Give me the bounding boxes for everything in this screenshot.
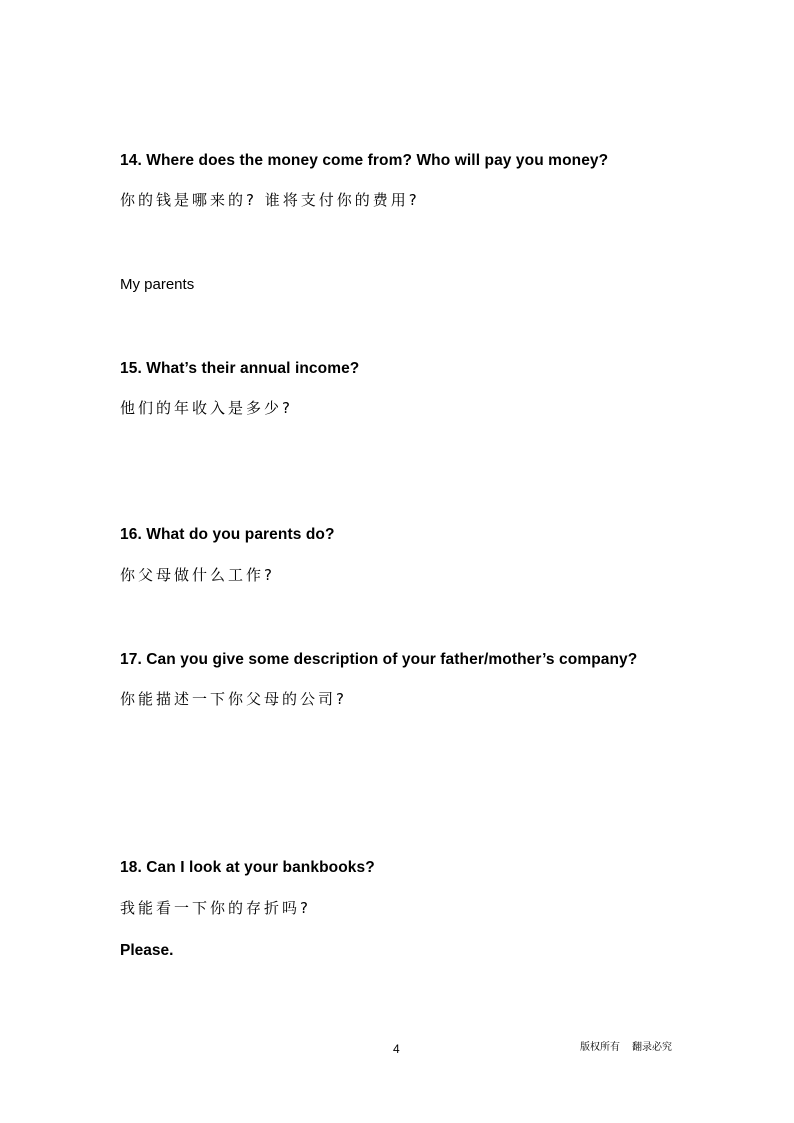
question-18-chinese: 我能看一下你的存折吗? <box>120 899 311 917</box>
question-15-heading: 15. What’s their annual income? <box>120 360 360 377</box>
question-14-answer: My parents <box>120 276 195 293</box>
question-17-chinese: 你能描述一下你父母的公司? <box>120 690 347 708</box>
page-number: 4 <box>393 1042 400 1056</box>
copyright-left: 版权所有 <box>580 1042 620 1053</box>
question-18-answer: Please. <box>120 942 174 959</box>
copyright-right: 翻录必究 <box>632 1042 672 1053</box>
question-18-heading: 18. Can I look at your bankbooks? <box>120 859 375 876</box>
question-16-chinese: 你父母做什么工作? <box>120 566 275 584</box>
question-14-chinese: 你的钱是哪来的? 谁将支付你的费用? <box>120 191 420 209</box>
question-15-chinese: 他们的年收入是多少? <box>120 399 293 417</box>
question-14-heading: 14. Where does the money come from? Who will pay you money? <box>120 152 609 169</box>
question-17-heading: 17. Can you give some description of your father/mother’s company? <box>120 651 638 668</box>
question-16-heading: 16. What do you parents do? <box>120 526 335 543</box>
copyright-notice <box>580 1043 672 1053</box>
